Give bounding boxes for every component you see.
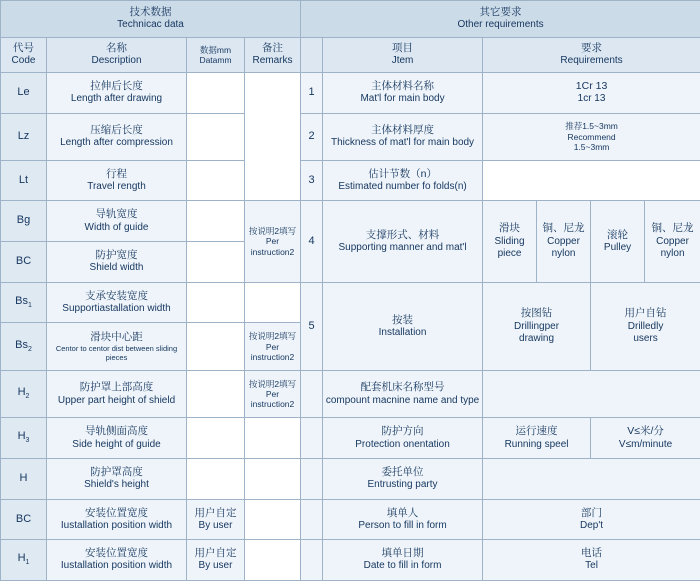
data-cell[interactable] [187,323,245,371]
item-cell: 支撑形式、材料 Supporting manner and mat'l [323,201,483,282]
item-number: 5 [301,282,323,371]
item-cell: 委托单位 Entrusting party [323,459,483,500]
data-cell[interactable] [187,113,245,160]
item-cell: 填单人 Person to fill in form [323,499,483,540]
data-cell[interactable] [187,73,245,114]
code-cell: Bg [1,201,47,242]
requirement-telephone: 电话 Tel [483,540,700,581]
header-right: 其它要求 Other requirements [301,1,700,38]
item-number [301,418,323,459]
code-cell: BC [1,499,47,540]
table-row [1,201,700,242]
remark-cell: 按说明2填写 Per instruction2 [245,201,301,282]
header-band-row [1,1,700,38]
item-cell: 按装 Installation [323,282,483,371]
data-cell[interactable] [187,459,245,500]
item-number: 3 [301,160,323,201]
data-cell[interactable] [187,242,245,283]
requirement-option-copper-nylon-1: 铜、尼龙 Copper nylon [537,201,591,282]
description-cell: 支承安装宽度 Supportiastallation width [47,282,187,323]
col-remarks: 备注 Remarks [245,38,301,73]
description-cell: 防护罩上部高度 Upper part height of shield [47,371,187,418]
table-row [1,459,700,500]
remark-cell[interactable] [245,540,301,581]
requirement-option-drilled-by-users: 用户自钻 Drilledly users [591,282,700,371]
description-cell: 导轨侧面高度 Side height of guide [47,418,187,459]
table-row [1,160,700,201]
code-cell: Lz [1,113,47,160]
code-cell: $H_1$ [1,540,47,581]
requirement-option-pulley: 滚轮 Pulley [591,201,645,282]
description-cell: 压缩后长度 Length after compression [47,113,187,160]
requirement-cell: 推荐1.5~3mm Recommend 1.5~3mm [483,113,700,160]
requirement-cell[interactable] [483,459,700,500]
table-row [1,73,700,114]
table-row [1,418,700,459]
data-cell: 用户自定 By user [187,540,245,581]
requirement-cell: 1Cr 13 1cr 13 [483,73,700,114]
description-cell: 导轨宽度 Width of guide [47,201,187,242]
data-cell[interactable] [187,201,245,242]
description-cell: 防护罩高度 Shield's height [47,459,187,500]
col-requirements: 要求 Requirements [483,38,700,73]
item-number: 1 [301,73,323,114]
requirement-option-sliding: 滑块 Sliding piece [483,201,537,282]
data-cell: 用户自定 By user [187,499,245,540]
code-cell: BC [1,242,47,283]
table-row [1,499,700,540]
item-number [301,540,323,581]
description-cell: 安装位置宽度 Iustallation position width [47,499,187,540]
item-cell: 填单日期 Date to fill in form [323,540,483,581]
item-cell: 主体材料厚度 Thickness of mat'l for main body [323,113,483,160]
item-cell: 估计节数（n） Estimated number fo folds(n) [323,160,483,201]
data-cell[interactable] [187,418,245,459]
remark-cell[interactable] [245,499,301,540]
remark-cell[interactable] [245,282,301,323]
code-cell: H [1,459,47,500]
code-cell: Lt [1,160,47,201]
item-cell: 配套机床名称型号 compount macnine name and type [323,371,483,418]
remark-cell[interactable] [245,459,301,500]
remark-cell: 按说明2填写 Per instruction2 [245,323,301,371]
requirement-running-speed-value: V≤米/分 V≤m/minute [591,418,700,459]
remark-cell[interactable] [245,418,301,459]
description-cell: 滑块中心距 Centor to centor dist between sliding pieces [47,323,187,371]
code-cell: $Bs_1$ [1,282,47,323]
data-cell[interactable] [187,371,245,418]
table-row [1,540,700,581]
item-number: 2 [301,113,323,160]
item-number: 4 [301,201,323,282]
item-number [301,371,323,418]
header-left: 技术数据 Technicac data [1,1,301,38]
col-item: 项目 Jtem [323,38,483,73]
table-row [1,282,700,323]
col-code: 代号 Code [1,38,47,73]
column-header-row [1,38,700,73]
item-number [301,499,323,540]
col-description: 名称 Description [47,38,187,73]
col-data: 数据mm Datamm [187,38,245,73]
requirement-running-speed-label: 运行速度 Running speel [483,418,591,459]
requirement-cell[interactable] [483,371,700,418]
requirement-option-copper-nylon-2: 铜、尼龙 Copper nylon [645,201,700,282]
data-cell[interactable] [187,160,245,201]
remark-cell[interactable] [245,73,301,201]
code-cell: $H_3$ [1,418,47,459]
description-cell: 行程 Travel rength [47,160,187,201]
description-cell: 拉伸后长度 Length after drawing [47,73,187,114]
code-cell: Le [1,73,47,114]
data-cell[interactable] [187,282,245,323]
item-number [301,459,323,500]
col-number [301,38,323,73]
requirement-option-drilling-per-drawing: 按图钻 Drillingper drawing [483,282,591,371]
item-cell: 防护方向 Protection onentation [323,418,483,459]
requirement-department: 部门 Dep't [483,499,700,540]
item-cell: 主体材料名称 Mat'l for main body [323,73,483,114]
description-cell: 防护宽度 Shield width [47,242,187,283]
table-row [1,113,700,160]
code-cell: $Bs_2$ [1,323,47,371]
code-cell: $H_2$ [1,371,47,418]
requirement-cell[interactable] [483,160,700,201]
description-cell: 安装位置宽度 Iustallation position width [47,540,187,581]
table-row [1,371,700,418]
remark-cell: 按说明2填写 Per instruction2 [245,371,301,418]
